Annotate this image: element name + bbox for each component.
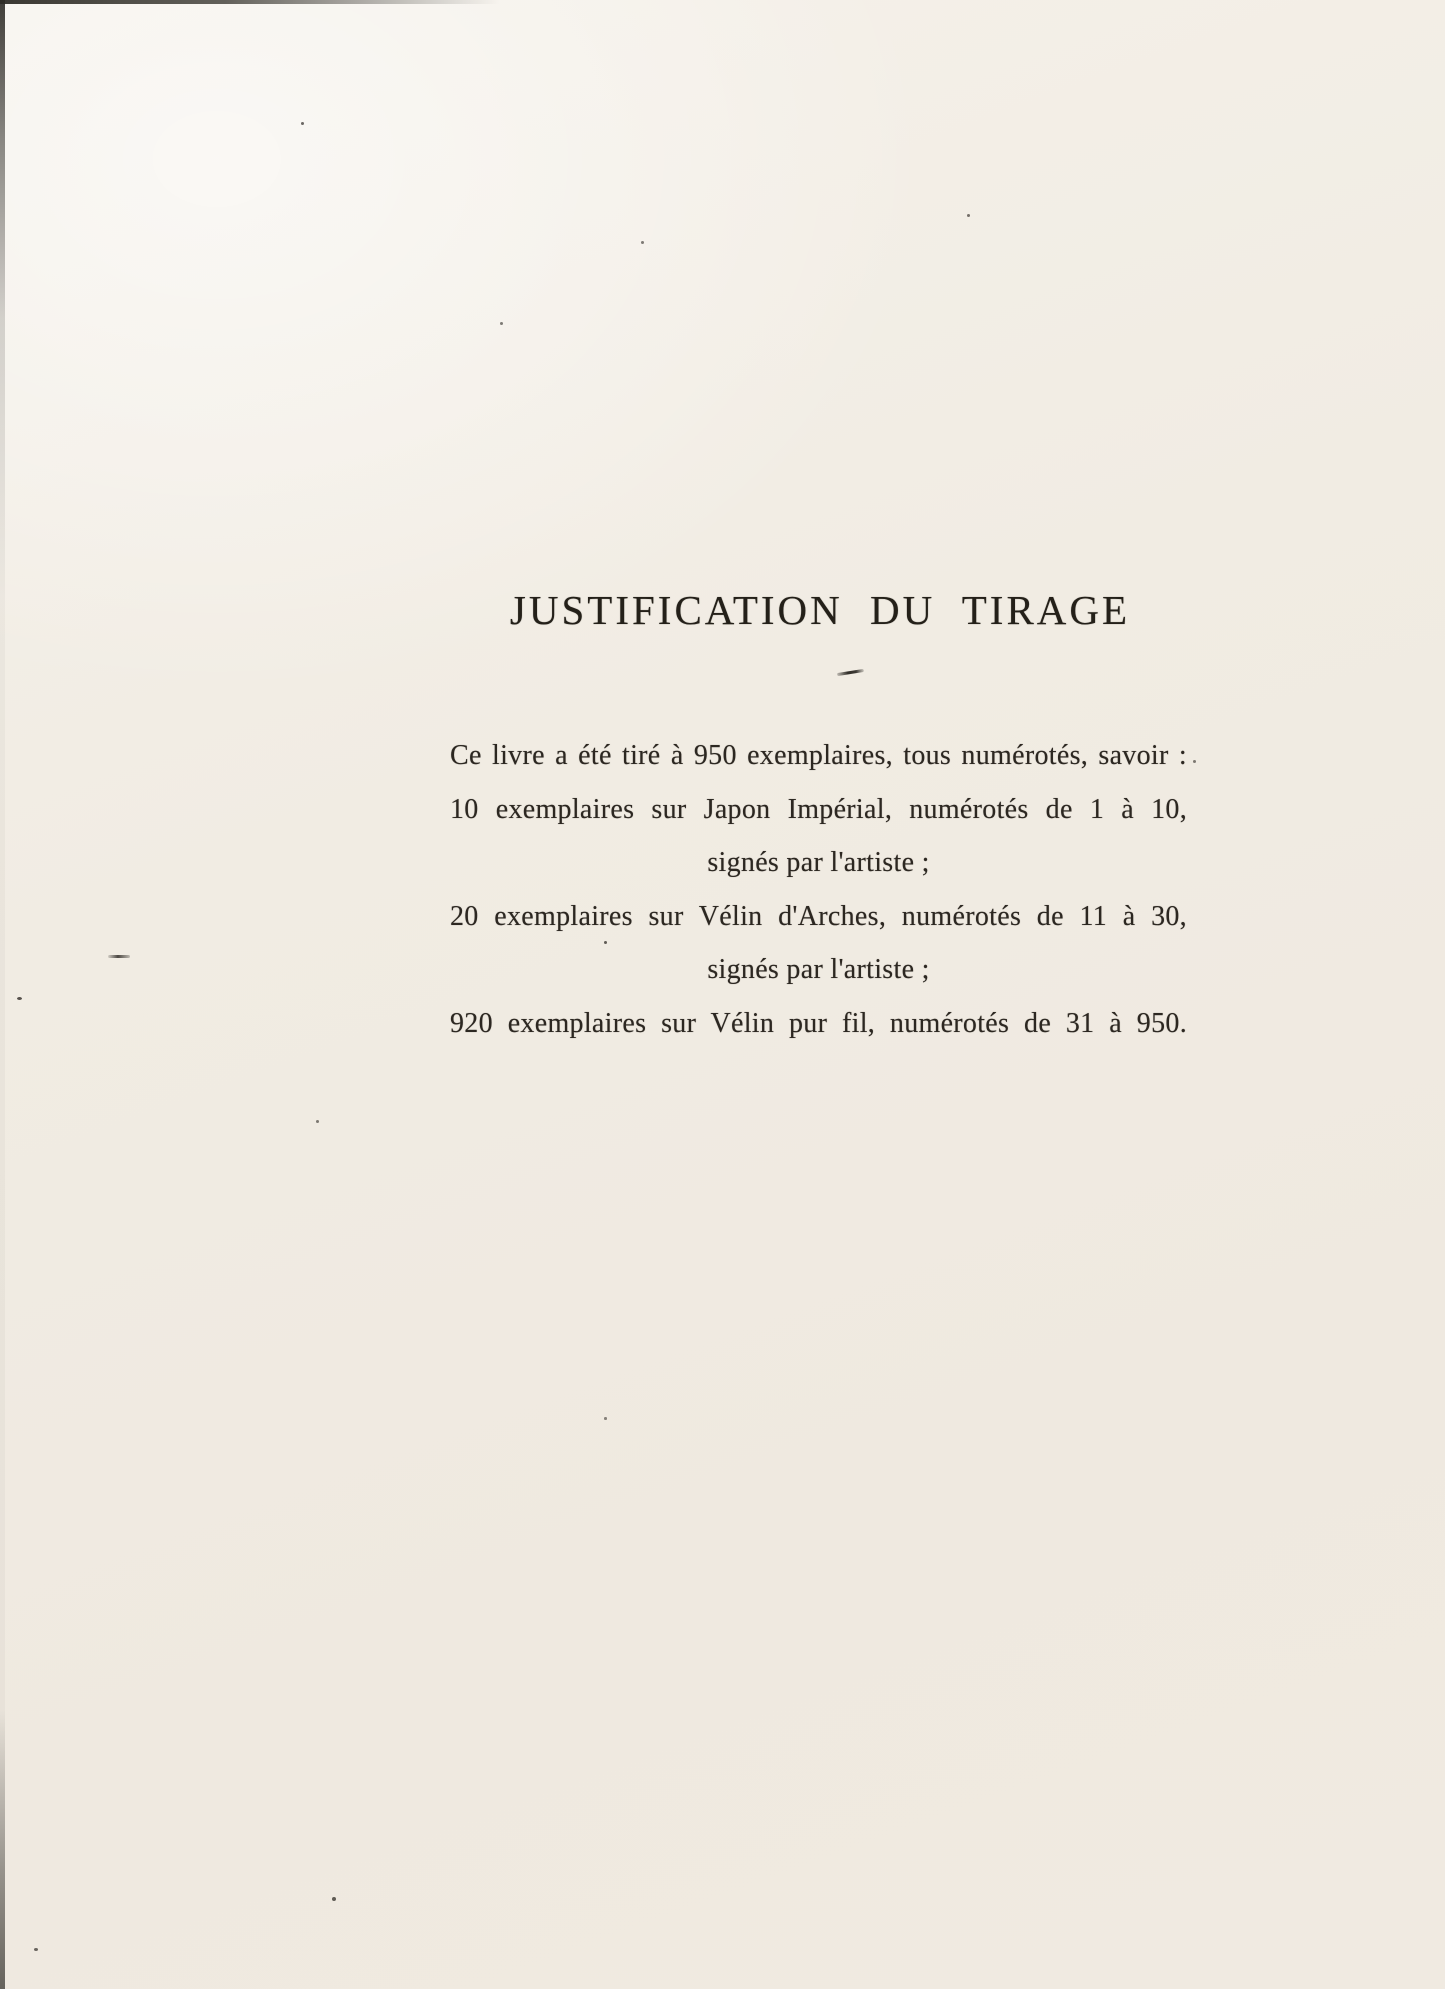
dust-speck	[17, 997, 22, 1000]
dust-scratch	[108, 955, 130, 958]
dust-speck	[301, 122, 304, 125]
page-edge-left	[0, 0, 5, 1989]
colophon-line-velin-pur-fil: 920 exemplaires sur Vélin pur fil, numérotés de 31 à 950.	[450, 1007, 1187, 1039]
dust-speck	[604, 941, 607, 944]
dust-speck	[500, 322, 503, 325]
colophon-line-signed-1: signés par l'artiste ;	[707, 847, 930, 878]
dust-speck	[1193, 760, 1196, 763]
colophon-line-signed-2: signés par l'artiste ;	[707, 954, 930, 985]
dust-speck	[604, 1417, 607, 1420]
dust-speck	[34, 1948, 38, 1951]
dust-speck	[967, 214, 970, 217]
page-title: JUSTIFICATION DU TIRAGE	[509, 587, 1131, 633]
colophon-line-arches: 20 exemplaires sur Vélin d'Arches, numérotés de 11 à 30,	[450, 900, 1187, 932]
colophon-line-japon: 10 exemplaires sur Japon Impérial, numérotés de 1 à 10,	[450, 793, 1187, 825]
dust-speck	[332, 1897, 336, 1901]
colophon-line-intro: Ce livre a été tiré à 950 exemplaires, tous numérotés, savoir :	[450, 740, 1187, 771]
ornament-dash	[837, 669, 864, 676]
dust-speck	[641, 241, 644, 244]
dust-speck	[316, 1120, 319, 1123]
colophon-text	[450, 729, 1187, 1050]
page-edge-top	[0, 0, 500, 4]
